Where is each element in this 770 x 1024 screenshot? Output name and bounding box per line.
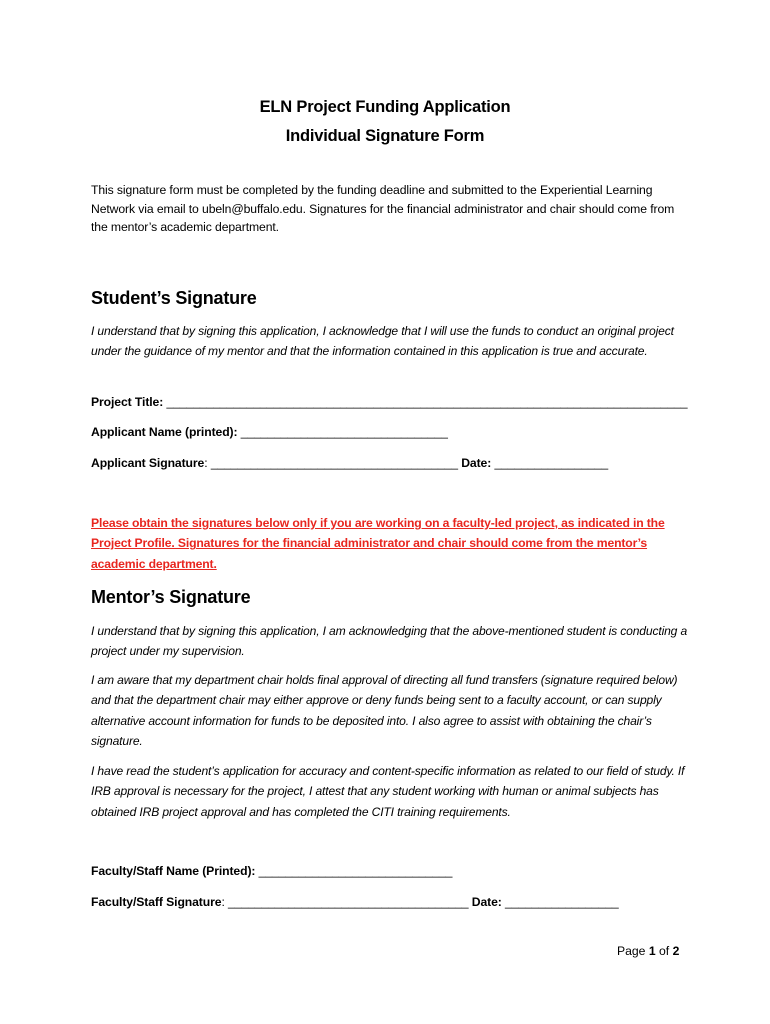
applicant-signature-line[interactable]: _____________________________________ <box>210 456 458 470</box>
mentor-paragraph-1: I understand that by signing this application, I am acknowledging that the above-mentioned student is conducting a project under my supervision. <box>91 624 688 659</box>
intro-paragraph: This signature form must be completed by the funding deadline and submitted to the Experiential Learning Network via email to ubeln@buffalo.edu. Signatures for the financial administrator and chair should come from the mentor’s academic department. <box>91 183 675 234</box>
faculty-led-notice: Please obtain the signatures below only if you are working on a faculty-led project, as indicated in the Project Profile. Signatures for the financial administrator and chair should come from the mentor’s academic department. <box>91 516 665 571</box>
faculty-name-field <box>91 863 452 879</box>
faculty-date-label: Date: <box>471 895 502 909</box>
page-total: 2 <box>672 944 680 958</box>
page-current: 1 <box>648 944 656 958</box>
applicant-date-label: Date: <box>461 456 492 470</box>
document-subtitle: Individual Signature Form <box>285 127 485 145</box>
page-prefix: Page <box>617 944 646 958</box>
applicant-name-field <box>91 424 448 440</box>
student-signature-heading: Student’s Signature <box>91 288 257 308</box>
faculty-name-line[interactable]: _____________________________ <box>258 864 453 878</box>
applicant-signature-label: Applicant Signature <box>91 456 205 470</box>
page-number <box>617 943 679 959</box>
faculty-signature-colon: : <box>221 895 225 909</box>
project-title-field <box>91 394 687 410</box>
mentor-paragraph-2: I am aware that my department chair holds final approval of directing all fund transfers (signature required below) and that the department chair may either approve or deny funds being sent to a faculty account, or can supply alternative account information for funds to be deposited into. I also agree to assist with obtaining the chair’s signature. <box>91 673 678 748</box>
student-statement: I understand that by signing this application, I acknowledge that I will use the funds to conduct an original project under the guidance of my mentor and that the information contained in this application is true and accurate. <box>91 324 674 359</box>
applicant-signature-colon: : <box>204 456 208 470</box>
mentor-paragraph-3: I have read the student’s application for accuracy and content-specific information as related to our field of study. If IRB approval is necessary for the project, I attest that any student working with human or animal subjects has obtained IRB project approval and has completed the CITI training requirements. <box>91 764 685 819</box>
applicant-name-line[interactable]: _______________________________ <box>240 425 448 439</box>
faculty-name-label: Faculty/Staff Name (Printed): <box>91 864 256 878</box>
page-of: of <box>659 944 670 958</box>
faculty-signature-line[interactable]: ____________________________________ <box>228 895 469 909</box>
project-title-line[interactable]: ______________________________________________________________________________ <box>166 395 688 409</box>
applicant-date-line[interactable]: _________________ <box>494 456 609 470</box>
faculty-signature-label: Faculty/Staff Signature <box>91 895 222 909</box>
faculty-signature-field <box>91 894 619 910</box>
applicant-signature-field <box>91 455 608 471</box>
project-title-label: Project Title: <box>91 395 164 409</box>
faculty-date-line[interactable]: _________________ <box>505 895 619 909</box>
applicant-name-label: Applicant Name (printed): <box>91 425 238 439</box>
document-title: ELN Project Funding Application <box>259 98 511 116</box>
mentor-signature-heading: Mentor’s Signature <box>91 587 251 607</box>
